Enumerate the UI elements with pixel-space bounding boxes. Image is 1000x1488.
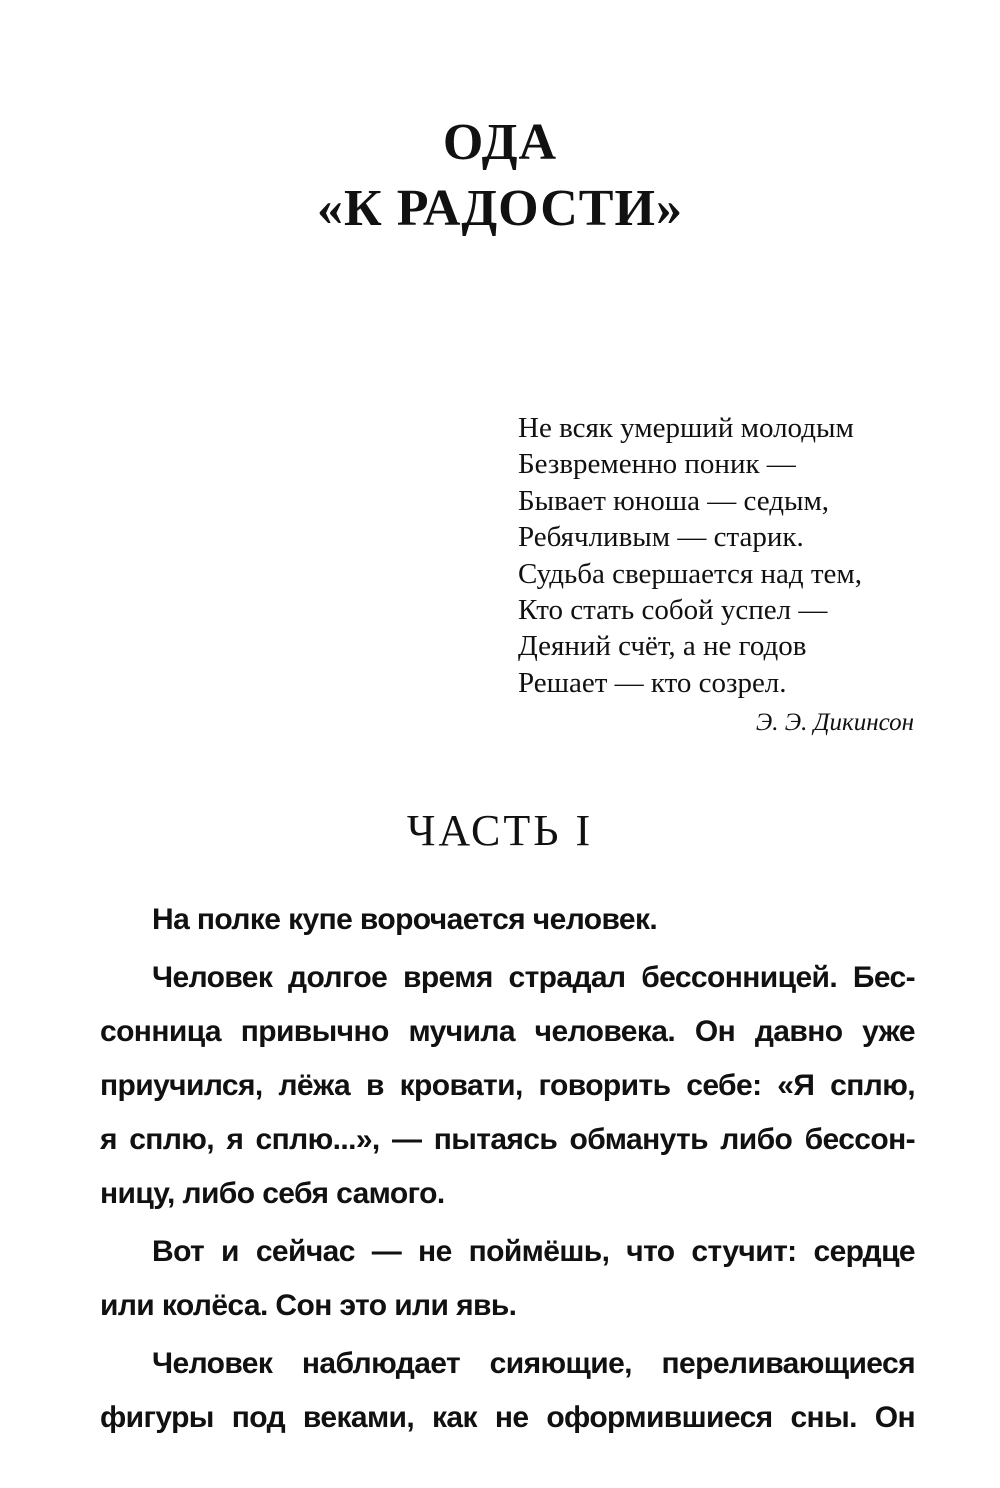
body-text (100, 893, 915, 1449)
text-line: Человек долгое время страдал бессонницей. Бес- (152, 961, 915, 994)
text-line: На полке купе ворочается человек. (152, 903, 658, 936)
epigraph-line: Кто стать собой успел — (518, 594, 828, 627)
epigraph-line: Деяний счёт, а не годов (518, 630, 807, 663)
epigraph-line: Ребячливым — старик. (518, 521, 804, 554)
epigraph-line: Безвременно поник — (518, 448, 796, 481)
epigraph-author: Э. Э. Дикинсон (755, 709, 914, 737)
epigraph-line: Бывает юноша — седым, (518, 484, 830, 517)
epigraph-line: Решает — кто созрел. (518, 666, 787, 699)
part-heading: ЧАСТЬ I (406, 806, 594, 855)
text-line: Человек наблюдает сияющие, переливающиеся (152, 1347, 915, 1380)
chapter-title (0, 110, 1000, 242)
chapter-title-line-2: «К РАДОСТИ» (317, 180, 683, 237)
text-line: сонница привычно мучила человека. Он давно уже (100, 1015, 915, 1048)
text-line: фигуры под веками, как не оформившиеся сны. Он (100, 1401, 915, 1434)
text-line: ницу, либо себя самого. (100, 1177, 445, 1210)
paragraph (100, 1225, 915, 1333)
text-line: приучился, лёжа в кровати, говорить себе: «Я сплю, (100, 1069, 915, 1102)
paragraph (100, 1337, 915, 1445)
paragraph (100, 893, 915, 947)
paragraph (100, 951, 915, 1221)
epigraph (518, 410, 958, 742)
epigraph-line: Судьба свершается над тем, (518, 557, 863, 590)
text-line: Вот и сейчас — не поймёшь, что стучит: сердце (152, 1235, 915, 1268)
chapter-title-line-1: ОДА (442, 114, 558, 171)
epigraph-line: Не всяк умерший молодым (518, 412, 854, 444)
text-line: я сплю, я сплю...», — пытаясь обмануть либо бессон- (100, 1123, 915, 1156)
text-line: или колёса. Сон это или явь. (100, 1289, 517, 1322)
